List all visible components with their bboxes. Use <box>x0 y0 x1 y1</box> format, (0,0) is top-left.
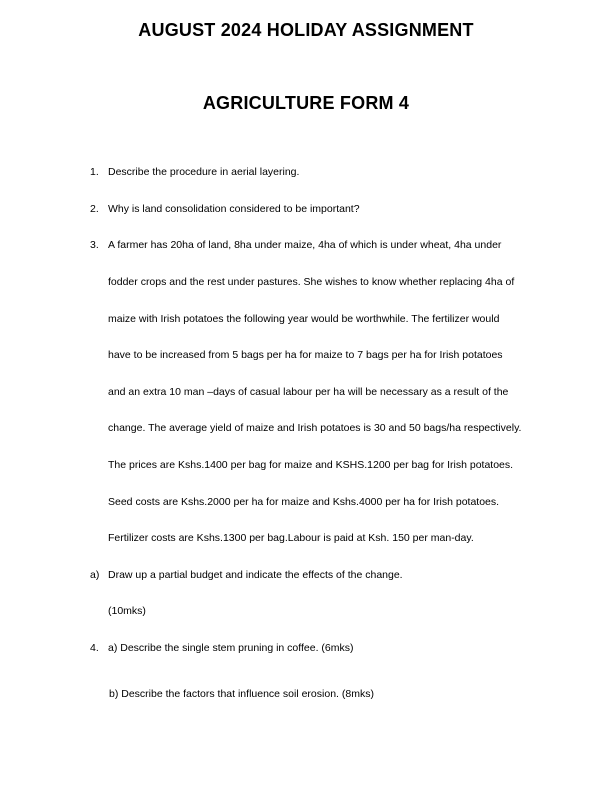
question-number: 3. <box>90 239 99 251</box>
question-line: and an extra 10 man –days of casual labour per ha will be necessary as a result of the <box>108 386 509 398</box>
question-line: fodder crops and the rest under pastures. She wishes to know whether replacing 4ha of <box>108 276 515 288</box>
question-line: Fertilizer costs are Kshs.1300 per bag.Labour is paid at Ksh. 150 per man-day. <box>108 532 474 544</box>
question-line: change. The average yield of maize and Irish potatoes is 30 and 50 bags/ha respectively. <box>108 422 522 434</box>
question-number: 2. <box>90 203 99 215</box>
question-line: Seed costs are Kshs.2000 per ha for maize and Kshs.4000 per ha for Irish potatoes. <box>108 496 500 508</box>
question-text: Describe the procedure in aerial layering. <box>108 166 300 178</box>
page-subtitle: AGRICULTURE FORM 4 <box>202 93 410 113</box>
question-number: 1. <box>90 166 99 178</box>
question-number: 4. <box>90 642 99 654</box>
question-line: The prices are Kshs.1400 per bag for maize and KSHS.1200 per bag for Irish potatoes. <box>108 459 514 471</box>
question-text: Why is land consolidation considered to be important? <box>108 203 360 215</box>
question-line: maize with Irish potatoes the following year would be worthwhile. The fertilizer would <box>108 313 500 325</box>
question-subpart: b) Describe the factors that influence soil erosion. (8mks) <box>109 688 374 700</box>
question-line: have to be increased from 5 bags per ha for maize to 7 bags per ha for Irish potatoes <box>108 349 503 361</box>
question-text: a) Describe the single stem pruning in coffee. (6mks) <box>108 642 354 654</box>
question-line: A farmer has 20ha of land, 8ha under maize, 4ha of which is under wheat, 4ha under <box>108 239 502 251</box>
question-text: Draw up a partial budget and indicate the effects of the change. <box>108 569 403 581</box>
marks-label: (10mks) <box>108 605 146 617</box>
part-label: a) <box>90 569 100 581</box>
page-title: AUGUST 2024 HOLIDAY ASSIGNMENT <box>138 20 474 40</box>
